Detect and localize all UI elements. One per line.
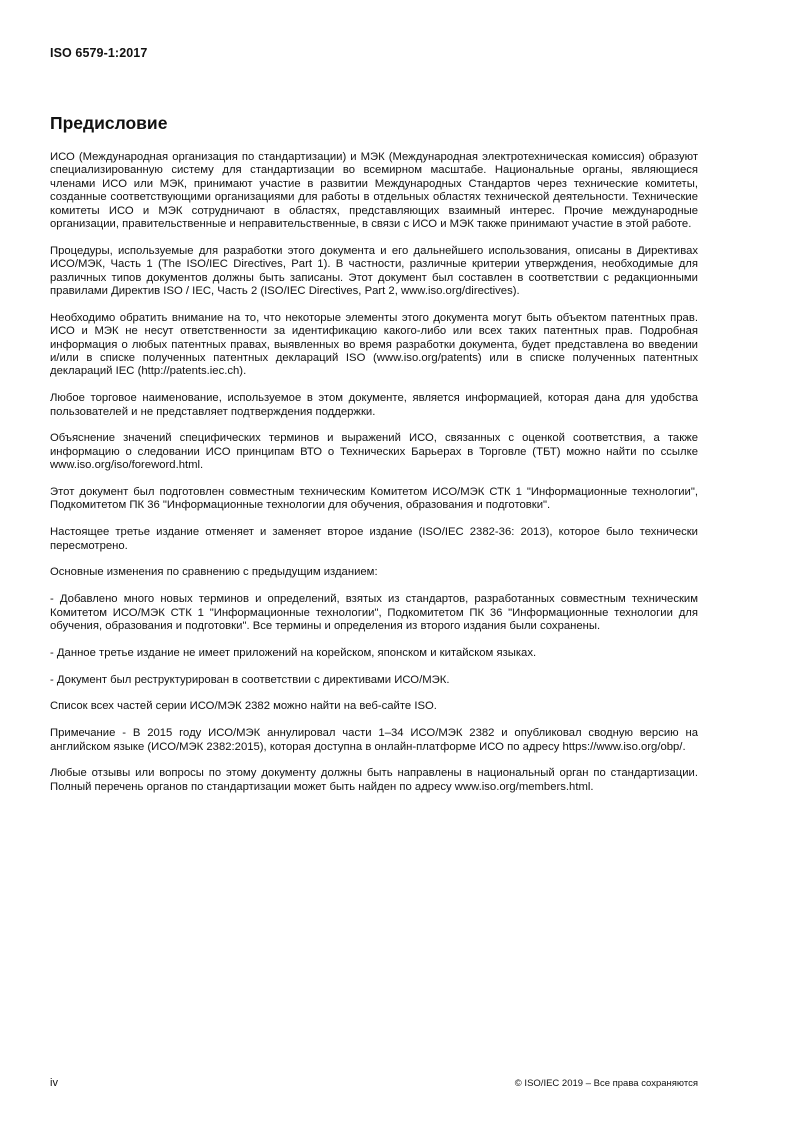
paragraph-terms-explanation: Объяснение значений специфических терминов и выражений ИСО, связанных с оценкой соответствия, а также информацию о следовании ИСО принципам ВТО о Технических Барьерах в Торговле (ТБТ) можно найти по ссылке www.iso.org/iso/foreword.html. [50, 432, 698, 472]
paragraph-trade-names: Любое торговое наименование, используемое в этом документе, является информацией, которая дана для удобства пользователей и не представляет подтверждения поддержки. [50, 392, 698, 418]
paragraph-note: Примечание - В 2015 году ИСО/МЭК аннулировал части 1–34 ИСО/МЭК 2382 и опубликовал сводную версию на английском языке (ИСО/МЭК 2382:2015), которая доступна в онлайн-платформе ИСО по адресу https://www.iso.org/obp/. [50, 727, 698, 753]
paragraph-procedures: Процедуры, используемые для разработки этого документа и его дальнейшего использования, описаны в Директивах ИСО/МЭК, Часть 1 (The ISO/IEC Directives, Part 1). В частности, различные критерии утверждения, необходимые для различных типов документов должны быть записаны. Этот документ был составлен в соответствии с редакционными правилами Директив ISO / IEC, Часть 2 (ISO/IEC Directives, Part 2, www.iso.org/directives). [50, 244, 698, 298]
paragraph-change-no-annexes: - Данное третье издание не имеет приложений на корейском, японском и китайском языках. [50, 646, 537, 659]
paragraph-change-restructured: - Документ был реструктурирован в соответствии с директивами ИСО/МЭК. [50, 673, 450, 686]
document-id: ISO 6579-1:2017 [50, 46, 148, 60]
paragraph-patents: Необходимо обратить внимание на то, что некоторые элементы этого документа могут быть объектом патентных прав. ИСО и МЭК не несут ответственности за идентификацию какого-либо или всех таких патентных прав. Подробная информация о любых патентных правах, выявленных во время разработки документа, будет представлена во введении и/или в списке полученных патентных деклараций ISO (www.iso.org/patents) или в списке полученных патентных деклараций IEC (http://patents.iec.ch). [50, 311, 698, 378]
paragraph-changes-heading: Основные изменения по сравнению с предыдущим изданием: [50, 566, 378, 579]
paragraph-parts-list: Список всех частей серии ИСО/МЭК 2382 можно найти на веб-сайте ISO. [50, 700, 437, 713]
paragraph-prepared-by: Этот документ был подготовлен совместным техническим Комитетом ИСО/МЭК СТК 1 "Информационные технологии", Подкомитетом ПК 36 "Информационные технологии для обучения, образования и подготовки". [50, 486, 698, 512]
page-number: iv [50, 1077, 58, 1089]
paragraph-edition: Настоящее третье издание отменяет и заменяет второе издание (ISO/IEC 2382-36: 2013), которое было технически пересмотрено. [50, 526, 698, 552]
foreword-body [50, 151, 698, 808]
paragraph-change-new-terms: - Добавлено много новых терминов и определений, взятых из стандартов, разработанных совместным техническим Комитетом ИСО/МЭК СТК 1 "Информационные технологии", Подкомитетом ПК 36 "Информационные технологии для обучения, образования и подготовки". Все термины и определения из второго издания были сохранены. [50, 593, 698, 633]
copyright-notice: © ISO/IEC 2019 – Все права сохраняются [514, 1078, 698, 1089]
page-title: Предисловие [50, 113, 168, 133]
paragraph-feedback: Любые отзывы или вопросы по этому документу должны быть направлены в национальный орган по стандартизации. Полный перечень органов по стандартизации может быть найден по адресу www.iso.org/members.html. [50, 767, 698, 793]
paragraph-iso-iec-intro: ИСО (Международная организация по стандартизации) и МЭК (Международная электротехническая комиссия) образуют специализированную систему для стандартизации во всемирном масштабе. Национальные органы, являющиеся членами ИСО или МЭК, принимают участие в развитии Международных Стандартов через технические комитеты, созданные соответствующими организациями для работы в отдельных областях технической деятельности. Технические комитеты ИСО и МЭК сотрудничают в областях, представляющих взаимный интерес. Прочие международные организации, правительственные и неправительственные, в связи с ИСО и МЭК также принимают участие в этой работе. [50, 151, 698, 231]
